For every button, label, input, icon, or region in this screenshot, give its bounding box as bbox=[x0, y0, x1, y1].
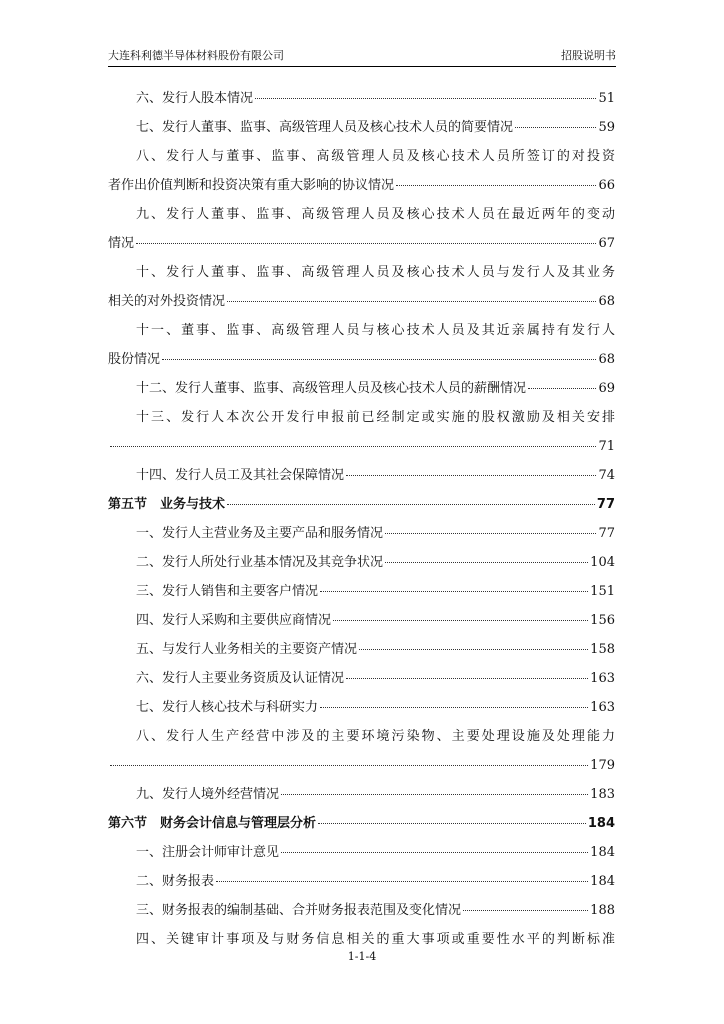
toc-page-number: 163 bbox=[590, 700, 615, 715]
toc-page-number: 68 bbox=[598, 352, 615, 367]
toc-entry-text: 十四、发行人员工及其社会保障情况 bbox=[136, 468, 345, 483]
dot-leader bbox=[359, 649, 588, 650]
toc-entry-text: 二、财务报表 bbox=[136, 874, 215, 889]
table-of-contents bbox=[108, 84, 615, 954]
toc-page-number: 66 bbox=[598, 178, 615, 193]
toc-entry[interactable] bbox=[108, 722, 615, 780]
dot-leader bbox=[162, 359, 596, 360]
dot-leader bbox=[110, 765, 588, 766]
toc-entry[interactable] bbox=[108, 142, 615, 200]
toc-entry[interactable] bbox=[108, 316, 615, 374]
toc-entry[interactable] bbox=[108, 519, 615, 548]
dot-leader bbox=[281, 852, 588, 853]
toc-entry[interactable] bbox=[108, 577, 615, 606]
toc-entry[interactable] bbox=[108, 461, 615, 490]
toc-page-number: 104 bbox=[590, 555, 615, 570]
dot-leader bbox=[515, 127, 596, 128]
toc-page-number: 184 bbox=[590, 845, 615, 860]
toc-entry[interactable] bbox=[108, 548, 615, 577]
toc-entry-text: 四、发行人采购和主要供应商情况 bbox=[136, 613, 332, 628]
toc-page-number: 71 bbox=[598, 439, 615, 454]
dot-leader bbox=[346, 678, 588, 679]
header-company: 大连科利德半导体材料股份有限公司 bbox=[108, 49, 284, 62]
toc-entry-first-line: 八 、 发 行 人 生 产 经 营 中 涉 及 的 主 要 环 境 污 染 物 、 主 要 处 理 设 施 及 处 理 能 力 bbox=[136, 729, 615, 744]
dot-leader bbox=[333, 620, 588, 621]
toc-entry-first-line: 九 、 发 行 人 董 事 、 监 事 、 高 级 管 理 人 员 及 核 心 技 术 人 员 在 最 近 两 年 的 变 动 bbox=[136, 207, 615, 222]
toc-page-number: 184 bbox=[587, 816, 615, 831]
toc-entry[interactable] bbox=[108, 403, 615, 461]
toc-page-number: 69 bbox=[598, 381, 615, 396]
toc-section-entry[interactable] bbox=[108, 809, 615, 838]
toc-entry-text: 第六节 财务会计信息与管理层分析 bbox=[108, 816, 317, 831]
dot-leader bbox=[110, 446, 596, 447]
dot-leader bbox=[255, 98, 596, 99]
dot-leader bbox=[396, 185, 596, 186]
toc-entry[interactable] bbox=[108, 200, 615, 258]
toc-entry-text: 九、发行人境外经营情况 bbox=[136, 787, 280, 802]
toc-entry-text: 股份情况 bbox=[108, 352, 161, 367]
dot-leader bbox=[320, 591, 588, 592]
dot-leader bbox=[318, 823, 586, 824]
toc-page-number: 184 bbox=[590, 874, 615, 889]
toc-entry-first-line: 八 、 发 行 人 与 董 事 、 监 事 、 高 级 管 理 人 员 及 核 心 技 术 人 员 所 签 订 的 对 投 资 bbox=[136, 149, 615, 164]
toc-entry-text: 三、财务报表的编制基础、合并财务报表范围及变化情况 bbox=[136, 903, 462, 918]
dot-leader bbox=[320, 707, 588, 708]
toc-page-number: 67 bbox=[598, 236, 615, 251]
toc-page-number: 74 bbox=[598, 468, 615, 483]
toc-page-number: 59 bbox=[598, 120, 615, 135]
toc-entry[interactable] bbox=[108, 113, 615, 142]
toc-entry[interactable] bbox=[108, 606, 615, 635]
toc-section-entry[interactable] bbox=[108, 490, 615, 519]
toc-entry-text: 十二、发行人董事、监事、高级管理人员及核心技术人员的薪酬情况 bbox=[136, 381, 527, 396]
dot-leader bbox=[528, 388, 596, 389]
toc-page-number: 158 bbox=[590, 642, 615, 657]
toc-entry-text: 者作出价值判断和投资决策有重大影响的协议情况 bbox=[108, 178, 395, 193]
toc-entry[interactable] bbox=[108, 374, 615, 403]
toc-entry-text: 相关的对外投资情况 bbox=[108, 294, 226, 309]
toc-entry-text: 四 、 关 键 审 计 事 项 及 与 财 务 信 息 相 关 的 重 大 事 项 或 重 要 性 水 平 的 判 断 标 准 bbox=[136, 932, 615, 947]
toc-entry-first-line: 十 一 、 董 事 、 监 事 、 高 级 管 理 人 员 与 核 心 技 术 人 员 及 其 近 亲 属 持 有 发 行 人 bbox=[136, 323, 615, 338]
toc-entry-text: 三、发行人销售和主要客户情况 bbox=[136, 584, 319, 599]
toc-entry-text: 一、注册会计师审计意见 bbox=[136, 845, 280, 860]
toc-page-number: 183 bbox=[590, 787, 615, 802]
toc-entry-text: 七、发行人核心技术与科研实力 bbox=[136, 700, 319, 715]
toc-page-number: 156 bbox=[590, 613, 615, 628]
dot-leader bbox=[227, 301, 596, 302]
dot-leader bbox=[385, 562, 588, 563]
toc-page-number: 188 bbox=[590, 903, 615, 918]
toc-entry[interactable] bbox=[108, 780, 615, 809]
toc-entry-text: 六、发行人主要业务资质及认证情况 bbox=[136, 671, 345, 686]
toc-page-number: 77 bbox=[598, 526, 615, 541]
dot-leader bbox=[385, 533, 596, 534]
toc-page-number: 151 bbox=[590, 584, 615, 599]
toc-entry[interactable] bbox=[108, 84, 615, 113]
dot-leader bbox=[281, 794, 588, 795]
toc-entry-text: 一、发行人主营业务及主要产品和服务情况 bbox=[136, 526, 384, 541]
toc-entry-text: 二、发行人所处行业基本情况及其竞争状况 bbox=[136, 555, 384, 570]
dot-leader bbox=[463, 910, 588, 911]
toc-entry[interactable] bbox=[108, 664, 615, 693]
toc-entry-text: 六、发行人股本情况 bbox=[136, 91, 254, 106]
toc-entry-first-line: 十 三 、 发 行 人 本 次 公 开 发 行 申 报 前 已 经 制 定 或 实 施 的 股 权 激 励 及 相 关 安 排 bbox=[136, 410, 615, 425]
dot-leader bbox=[227, 504, 595, 505]
toc-page-number: 68 bbox=[598, 294, 615, 309]
toc-entry-text: 七、发行人董事、监事、高级管理人员及核心技术人员的简要情况 bbox=[136, 120, 514, 135]
toc-entry[interactable] bbox=[108, 693, 615, 722]
toc-entry-text: 情况 bbox=[108, 236, 135, 251]
toc-entry[interactable] bbox=[108, 896, 615, 925]
toc-entry[interactable] bbox=[108, 867, 615, 896]
header-doc-title: 招股说明书 bbox=[561, 49, 616, 62]
toc-page-number: 77 bbox=[596, 497, 615, 512]
toc-entry[interactable] bbox=[108, 258, 615, 316]
toc-entry-first-line: 十 、 发 行 人 董 事 、 监 事 、 高 级 管 理 人 员 及 核 心 技 术 人 员 与 发 行 人 及 其 业 务 bbox=[136, 265, 615, 280]
dot-leader bbox=[216, 881, 588, 882]
toc-page-number: 51 bbox=[598, 91, 615, 106]
page-number: 1-1-4 bbox=[347, 950, 377, 963]
toc-entry[interactable] bbox=[108, 635, 615, 664]
dot-leader bbox=[346, 475, 596, 476]
toc-page-number: 179 bbox=[590, 758, 615, 773]
toc-entry-text: 第五节 业务与技术 bbox=[108, 497, 226, 512]
toc-page-number: 163 bbox=[590, 671, 615, 686]
dot-leader bbox=[136, 243, 596, 244]
toc-entry[interactable] bbox=[108, 838, 615, 867]
page-header bbox=[108, 48, 616, 67]
toc-entry-text: 五、与发行人业务相关的主要资产情况 bbox=[136, 642, 358, 657]
